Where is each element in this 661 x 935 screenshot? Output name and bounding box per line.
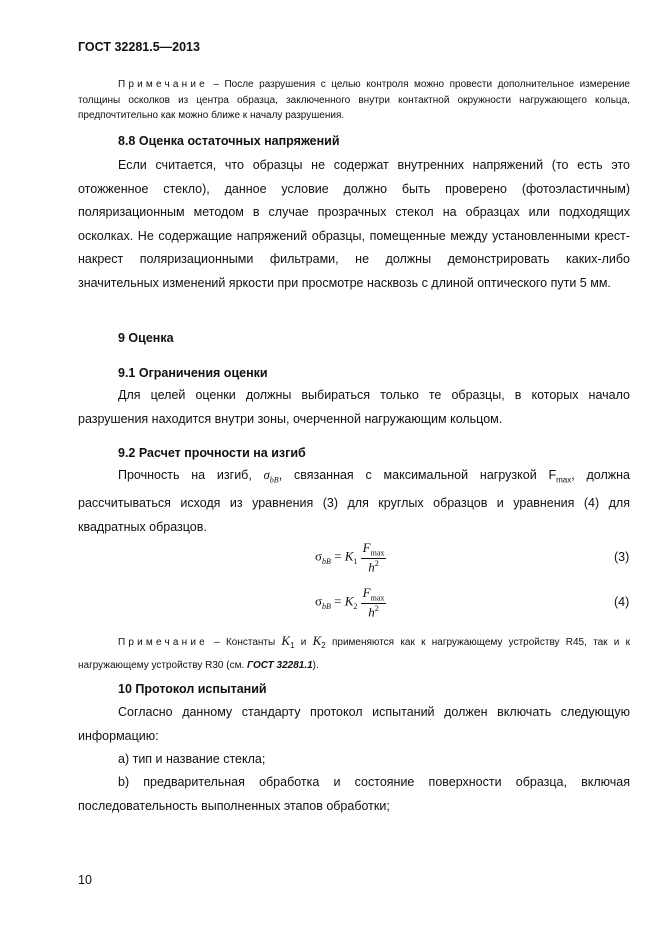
heading-9-2: 9.2 Расчет прочности на изгиб	[118, 446, 306, 460]
eq3-den-sup: 2	[374, 558, 379, 568]
paragraph-8-8	[78, 154, 630, 295]
note2-k1: K	[281, 633, 291, 648]
page-number: 10	[78, 873, 92, 887]
eq4-den-sup: 2	[374, 603, 379, 613]
eq3-den: h	[368, 558, 375, 574]
note-constants	[78, 631, 630, 676]
eq4-lhs: σ	[315, 593, 323, 609]
eq3-lhs: σ	[315, 548, 323, 564]
paragraph-8-8-text: Если считается, что образцы не содержат внутренних напряжений (то есть это отожженное стекло), данное условие должно быть проверено (фотоэластичным) поляризационным методом в случае прозрачных стекол на образцах или подходящих осколках. Не содержащие напряжений образцы, помещенные между установленными крест-накрест поляризационными фильтрами, не должны демонстрировать каких-либо значительных изменений яркости при просмотре насквозь с длиной оптического пути 5 мм.	[78, 158, 630, 290]
eq3-num-sub: max	[370, 548, 385, 558]
list-item-a: a) тип и название стекла;	[118, 752, 266, 766]
note2-label: Примечание	[118, 637, 208, 648]
note-fracture-control	[78, 77, 630, 124]
eq4-num-sub: max	[370, 593, 385, 603]
equation-4-number: (4)	[614, 595, 630, 609]
note2-ref: ГОСТ 32281.1	[247, 660, 313, 671]
eq4-den: h	[368, 603, 375, 619]
eq4-num: F	[362, 585, 371, 600]
heading-9-1: 9.1 Ограничения оценки	[118, 366, 268, 380]
eq3-k: K	[344, 548, 354, 564]
p92-sigma-sub: bB	[269, 475, 279, 485]
standard-number: ГОСТ 32281.5—2013	[78, 40, 200, 54]
list-item-b-text: b) предварительная обработка и состояние поверхности образца, включая последовательность выполненных этапов обработки;	[78, 775, 630, 813]
eq3-num: F	[362, 540, 371, 555]
heading-9: 9 Оценка	[118, 331, 174, 345]
paragraph-9-1-text: Для целей оценки должны выбираться только те образцы, в которых начало разрушения находится внутри зоны, очерченной нагружающим кольцом.	[78, 388, 630, 426]
equation-3	[315, 540, 386, 575]
eq3-lhs-sub: bB	[322, 557, 331, 567]
eq4-fraction	[361, 585, 387, 620]
p92-sigma: σ	[263, 468, 270, 482]
heading-10: 10 Протокол испытаний	[118, 682, 267, 696]
heading-8-8: 8.8 Оценка остаточных напряжений	[118, 134, 340, 148]
p92-text-b: , связанная с максимальной нагрузкой F	[278, 468, 557, 482]
equation-3-number: (3)	[614, 550, 630, 564]
note2-k2: K	[312, 633, 322, 648]
note-text: – После разрушения с целью контроля можно провести дополнительное измерение толщины осколков из центра образца, заключенного внутри контактной окружности нагружающего кольца, предпочтительно как можно ближе к началу разрушения.	[78, 79, 630, 121]
eq4-eq: =	[330, 593, 345, 609]
paragraph-10-text: Согласно данному стандарту протокол испытаний должен включать следующую информацию:	[78, 705, 630, 743]
eq4-k: K	[344, 593, 354, 609]
eq3-k-sub: 1	[353, 557, 358, 567]
note2-t1: – Константы	[207, 637, 282, 648]
p92-text-c: , должна рассчитываться исходя из уравнения (3) для круглых образцов и уравнения (4) для квадратных образцов.	[78, 468, 630, 534]
p92-fmax-sub: max	[556, 475, 572, 485]
note2-t2: и	[294, 637, 313, 648]
eq4-k-sub: 2	[353, 602, 358, 612]
paragraph-10	[78, 701, 630, 748]
paragraph-9-2	[78, 464, 630, 539]
p92-text-a: Прочность на изгиб,	[118, 468, 264, 482]
eq4-lhs-sub: bB	[322, 602, 331, 612]
list-item-b	[78, 771, 630, 818]
paragraph-9-1	[78, 384, 630, 431]
equation-4	[315, 585, 386, 620]
note2-k1-sub: 1	[290, 641, 295, 650]
eq3-fraction	[361, 540, 387, 575]
note2-t4: ).	[312, 660, 319, 671]
note2-k2-sub: 2	[321, 641, 326, 650]
note2-t3: применяются как к нагружающему устройству R45, так и к нагружающему устройству R30 (см.	[78, 637, 630, 671]
eq3-eq: =	[330, 548, 345, 564]
note-label: Примечание	[118, 79, 208, 90]
